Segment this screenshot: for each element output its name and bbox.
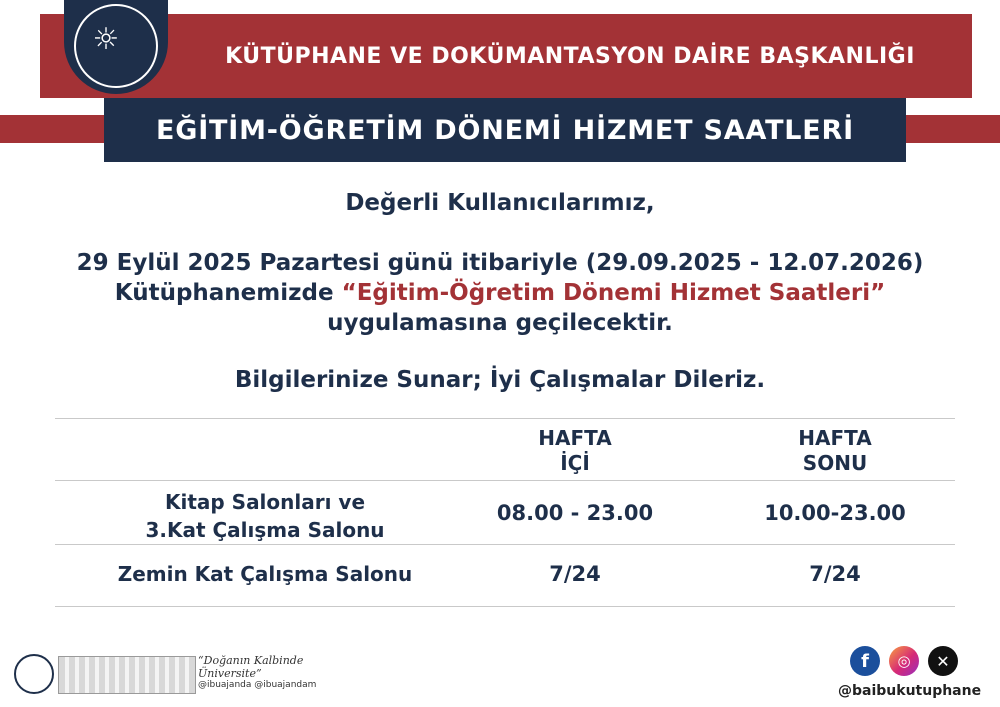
place-line: 3.Kat Çalışma Salonu <box>145 518 385 542</box>
announcement-end: uygulamasına geçilecektir. <box>327 310 673 336</box>
header-weekend-line2: SONU <box>802 451 868 475</box>
greeting-text: Değerli Kullanıcılarımız, <box>345 190 655 216</box>
header-weekday-line2: İÇİ <box>560 451 590 475</box>
closing-text: Bilgilerinize Sunar; İyi Çalışmalar Dileriz. <box>234 367 766 393</box>
stripe-left <box>0 115 110 143</box>
department-title: KÜTÜPHANE VE DOKÜMANTASYON DAİRE BAŞKANLIĞI <box>225 44 915 69</box>
page-title: EĞİTİM-ÖĞRETİM DÖNEMİ HİZMET SAATLERİ <box>156 114 854 146</box>
table-divider <box>55 606 955 607</box>
social-handle[interactable]: @baibukutuphane <box>838 683 982 699</box>
table-row-place <box>55 488 475 544</box>
header-weekend-line1: HAFTA <box>798 426 872 450</box>
announcement-highlight: “Eğitim-Öğretim Dönemi Hizmet Saatleri” <box>341 280 886 306</box>
stripe-right <box>900 115 1000 143</box>
table-divider <box>55 418 955 419</box>
place-line: Kitap Salonları ve <box>164 490 366 514</box>
facebook-icon[interactable]: f <box>850 646 880 676</box>
date-range-text: 29 Eylül 2025 Pazartesi günü itibariyle (29.09.2025 - 12.07.2026) <box>76 250 924 276</box>
motto-text: “Doğanın Kalbinde Üniversite” <box>198 654 304 680</box>
library-building-image <box>58 656 196 694</box>
instagram-icon[interactable]: ◎ <box>889 646 919 676</box>
announcement-line <box>0 280 1000 306</box>
header-weekday-line1: HAFTA <box>538 426 612 450</box>
header-weekend <box>735 426 935 476</box>
announcement-prefix: Kütüphanemizde <box>114 280 342 306</box>
table-divider <box>55 544 955 545</box>
weekend-hours: 7/24 <box>809 562 861 586</box>
weekday-hours: 7/24 <box>549 562 601 586</box>
university-mini-logo <box>14 654 54 694</box>
x-icon[interactable]: ✕ <box>928 646 958 676</box>
small-social-handles: @ibuajanda @ibuajandam <box>198 680 317 690</box>
weekday-hours: 08.00 - 23.00 <box>496 501 654 525</box>
table-divider <box>55 480 955 481</box>
title-banner <box>104 98 906 162</box>
weekend-hours: 10.00-23.00 <box>764 501 906 525</box>
header-weekday <box>475 426 675 476</box>
table-row-place: Zemin Kat Çalışma Salonu <box>117 562 413 586</box>
footer-branding <box>10 650 330 700</box>
logo-emblem-icon: ☼ <box>92 22 120 57</box>
